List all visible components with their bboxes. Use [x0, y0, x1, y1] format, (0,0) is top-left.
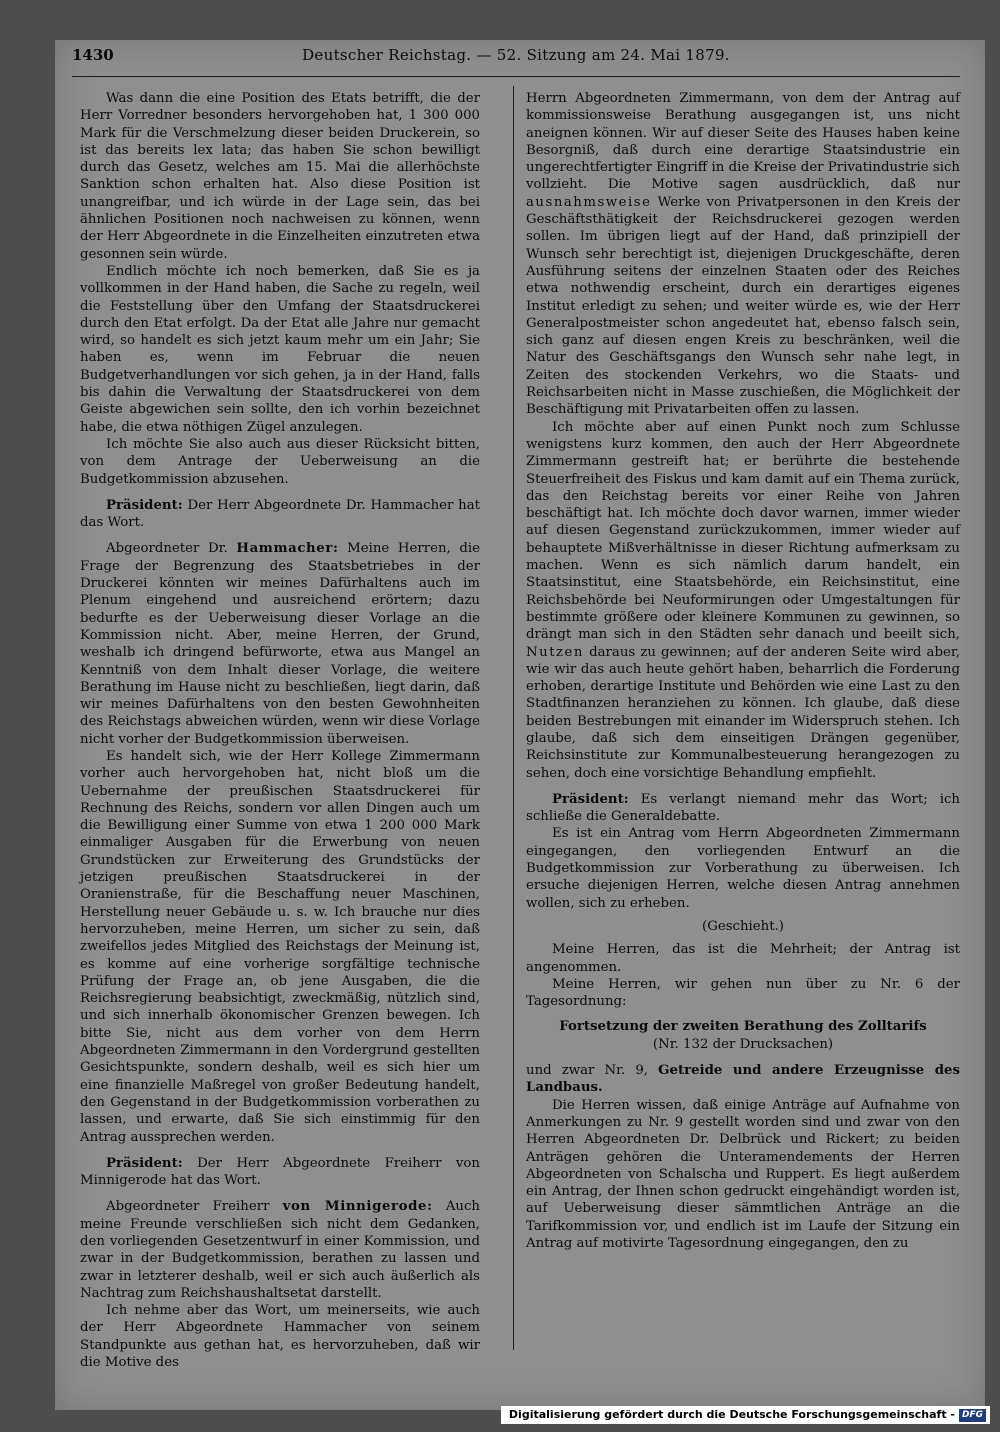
text-run: und zwar Nr. 9, — [526, 1063, 649, 1079]
speaker-label: Präsident: — [106, 1155, 183, 1171]
speech-text: Es verlangt niemand mehr das Wort; ich schließe die Generaldebatte. — [526, 791, 960, 825]
text-run: Ich möchte aber auf einen Punkt noch zum Schlusse wenigstens kurz kommen, den auch der Herr Abgeordnete Zimmermann gestreift hat; er berührte die bestehende Steuerfreiheit des Fiskus und kam damit auf ein Thema zurück, das den Reichstag bereits vor einer Reihe von Jahren beschäftigt hat. Ich möchte doch davor warnen, immer wieder auf diesen Gegenstand zurückzukommen, immer wieder auf behauptete Mißverhältnisse in dieser Richtung aufmerksam zu machen. Wenn es sich nämlich darum handelt, ein Staatsinstitut, eine Staatsbehörde, ein Reichsinstitut, eine Reichsbehörde bei Neuformirungen oder Umgestaltungen für bestimmte größere oder kleinere Kommunen zu gewinnen, so drängt man sich in den Städten sehr danach und beeilt sich, — [526, 419, 960, 643]
speaker-name: von Minnigerode: — [282, 1199, 433, 1215]
page-number: 1430 — [72, 46, 114, 64]
emphasized-text: Getreide und andere Erzeugnisse des Landbaus. — [526, 1063, 960, 1096]
header-rule — [72, 76, 960, 77]
paragraph: Ich nehme aber das Wort, um meinerseits, wie auch der Herr Abgeordnete Hammacher von seinem Standpunkte aus gethan hat, es hervorzuheben, daß wir die Motive des — [80, 1303, 480, 1371]
speech-text: Der Herr Abgeordnete Dr. Hammacher hat das Wort. — [80, 497, 480, 531]
speech-president — [80, 1155, 480, 1190]
speech-text: Auch meine Freunde verschließen sich nicht dem Gedanken, den vorliegenden Gesetzentwurf in einer Kommission, und zwar in der Budgetkommission, berathen zu lassen und zwar in letzterer deshalb, weil er sich auch äußerlich als Nachtrag zum Reichshaushaltsetat darstellt. — [80, 1199, 480, 1301]
speaker-prefix: Abgeordneter Dr. — [106, 541, 228, 557]
column-divider — [513, 86, 514, 1350]
speech-minnigerode — [80, 1198, 480, 1302]
paragraph: Die Herren wissen, daß einige Anträge auf Aufnahme von Anmerkungen zu Nr. 9 gestellt worden sind und zwar von den Herren Abgeordneten Dr. Delbrück und Rickert; zu beiden Anträgen gehören die Unteramendements der Herren Abgeordneten von Schalscha und Ruppert. Es liegt außerdem ein Antrag, der Ihnen schon gedruckt eingehändigt worden ist, auf Ueberweisung dieser sämmtlichen Anträge an die Tarifkommission vor, und endlich ist im Laufe der Sitzung ein Antrag auf motivirte Tagesordnung eingegangen, den zu — [526, 1097, 960, 1251]
paragraph — [526, 419, 960, 782]
spaced-word: Nutzen — [526, 644, 584, 660]
dfg-logo-icon: DFG — [959, 1409, 986, 1422]
paragraph: Ich möchte Sie also auch aus dieser Rücksicht bitten, von dem Antrage der Ueberweisung an die Budgetkommission abzusehen. — [80, 436, 480, 487]
stage-direction: (Geschieht.) — [702, 918, 784, 934]
digitization-footer — [501, 1406, 990, 1424]
text-run: Werke von Privatpersonen in den Kreis der Geschäftsthätigkeit der Reichsdruckerei gezogen werden sollen. Im übrigen liegt auf der Hand, daß prinzipiell der Wunsch sehr berechtigt ist, diejenigen Druckgeschäfte, deren Ausführung seitens der einzelnen Staaten oder des Reiches etwa nothwendig erscheint, durch ein derartiges eigenes Institut erledigt zu sehen; und weiter würde es, wie der Herr Generalpostmeister schon angedeutet hat, ebenso falsch sein, sich ganz auf diesen engen Kreis zu beschränken, weil die Natur des Geschäftsgangs den Wunsch sehr nahe legt, in Zeiten des stockenden Verkehrs, wo die Staats- und Reichsarbeiten nicht in Masse zuschießen, die Möglichkeit der Beschäftigung mit Privatarbeiten offen zu lassen. — [526, 194, 960, 418]
agenda-title: Fortsetzung der zweiten Berathung des Zolltarifs — [559, 1019, 927, 1035]
footer-text: Digitalisierung gefördert durch die Deutsche Forschungsgemeinschaft - — [508, 1408, 955, 1421]
text-run: Herrn Abgeordneten Zimmermann, von dem der Antrag auf kommissionsweise Berathung ausgegangen ist, uns nicht aneignen können. Wir auf dieser Seite des Hauses haben keine Besorgniß, daß durch eine derartige Staatsindustrie ein ungerechtfertigter Eingriff in die Kreise der Privatindustrie sich vollzieht. Die Motive sagen ausdrücklich, daß nur — [526, 91, 960, 193]
speech-president — [80, 497, 480, 532]
paragraph-continued — [526, 90, 960, 419]
left-column — [80, 90, 480, 1371]
speech-hammacher — [80, 540, 480, 748]
paragraph: Meine Herren, wir gehen nun über zu Nr. 6 der Tagesordnung: — [526, 976, 960, 1010]
page-header — [72, 46, 960, 70]
agenda-subtitle: (Nr. 132 der Drucksachen) — [652, 1036, 834, 1052]
text-run: daraus zu gewinnen; auf der anderen Seite wird aber, wie wir das auch heute gehört haben, beharrlich die Forderung erhoben, derartige Institute und Behörden wie eine Last zu den Stadtfinanzen heranziehen zu können. Ich glaube, daß diese beiden Bestrebungen mit einander im Widerspruch stehen. Ich glaube, daß sich dem einseitigen Drängen gegenüber, Reichsinstitute zur Kommunalbesteuerung herangezogen zu sehen, doch eine vorsichtige Behandlung empfiehlt. — [526, 644, 960, 781]
paragraph: Was dann die eine Position des Etats betrifft, die der Herr Vorredner besonders hervorgehoben hat, 1 300 000 Mark für die Verschmelzung dieser beiden Druckerein, so ist das bereits lex lata; das haben Sie schon bewilligt durch das Gesetz, welches am 15. Mai die allerhöchste Sanktion schon erhalten hat. Also diese Position ist unangreifbar, und ich würde in der Lage sein, das bei ähnlichen Positionen noch nachweisen zu können, wenn der Herr Abgeordnete in die Einzelheiten einzutreten etwa gesonnen sein würde. — [80, 91, 480, 262]
agenda-subitem — [526, 1062, 960, 1097]
speech-president — [526, 791, 960, 826]
paragraph: Meine Herren, das ist die Mehrheit; der Antrag ist angenommen. — [526, 942, 960, 975]
speaker-name: Hammacher: — [236, 541, 339, 557]
speaker-label: Präsident: — [106, 497, 183, 513]
speaker-label: Präsident: — [552, 791, 629, 807]
right-column — [526, 90, 960, 1252]
paragraph: Es handelt sich, wie der Herr Kollege Zimmermann vorher auch hervorgehoben hat, nicht bloß um die Uebernahme der preußischen Staatsdruckerei für Rechnung des Reichs, sondern vor allen Dingen auch um die Bewilligung einer Summe von etwa 1 200 000 Mark einmaliger Ausgaben für die Erwerbung von neuen Grundstücken zur Erweiterung des Grundstücks der jetzigen preußischen Staatsdruckerei in der Oranienstraße, für die Beschaffung neuer Maschinen, Herstellung neuer Gebäude u. s. w. Ich brauche nur dies hervorzuheben, meine Herren, um sicher zu sein, daß zweifellos jedes Mitglied des Reichstags der Meinung ist, es komme auf eine vorherige sorgfältige technische Prüfung der Frage an, ob jene Ausgaben, die die Reichsregierung beabsichtigt, zweckmäßig, nützlich sind, und sich innerhalb ökonomischer Grenzen bewegen. Ich bitte Sie, nicht aus dem vorher von dem Herrn Abgeordneten Zimmermann in den Vordergrund gestellten Gesichtspunkte, sondern deshalb, weil es sich hier um eine finanzielle Maßregel von großer Bedeutung handelt, den Gegenstand in der Budgetkommission vorberathen zu lassen, und erwarte, daß Sie sich einstimmig für den Antrag aussprechen werden. — [80, 748, 480, 1145]
spaced-word: ausnahmsweise — [526, 194, 652, 210]
agenda-item — [526, 1018, 960, 1053]
paragraph: Endlich möchte ich noch bemerken, daß Sie es ja vollkommen in der Hand haben, die Sache zu regeln, weil die Feststellung über den Umfang der Staatsdruckerei durch den Etat erfolgt. Da der Etat alle Jahre nur gemacht wird, so handelt es sich jetzt kaum mehr um ein Jahr; Sie haben es, wenn im Februar die neuen Budgetverhandlungen vor sich gehen, ja in der Hand, falls bis dahin die Verwaltung der Staatsdruckerei von dem Geiste abgewichen sein sollte, den ich vorhin bezeichnet habe, die etwa nöthigen Zügel anzulegen. — [80, 263, 480, 435]
speech-text: Der Herr Abgeordnete Freiherr von Minnigerode hat das Wort. — [80, 1155, 480, 1189]
speech-text: Meine Herren, die Frage der Begrenzung des Staatsbetriebes in der Druckerei könnten wir meines Dafürhaltens auch im Plenum eingehend und ausreichend erörtern; dazu bedurfte es der Ueberweisung dieser Vorlage an die Kommission nicht. Aber, meine Herren, der Grund, weshalb ich dringend befürworte, etwa aus Mangel an Kenntniß von dem Inhalt dieser Vorlage, die weitere Berathung im Hause nicht zu beschließen, liegt darin, daß wir meines Dafürhaltens von den besten Gewohnheiten des Reichstags abweichen würden, wenn wir diese Vorlage nicht vorher der Budgetkommission überweisen. — [80, 541, 480, 747]
paragraph: Es ist ein Antrag vom Herrn Abgeordneten Zimmermann eingegangen, den vorliegenden Entwurf an die Budgetkommission zur Vorberathung zu überweisen. Ich ersuche diejenigen Herren, welche diesen Antrag annehmen wollen, sich zu erheben. — [526, 826, 960, 911]
speaker-prefix: Abgeordneter Freiherr — [106, 1199, 270, 1215]
running-title: Deutscher Reichstag. — 52. Sitzung am 24. Mai 1879. — [302, 46, 730, 64]
